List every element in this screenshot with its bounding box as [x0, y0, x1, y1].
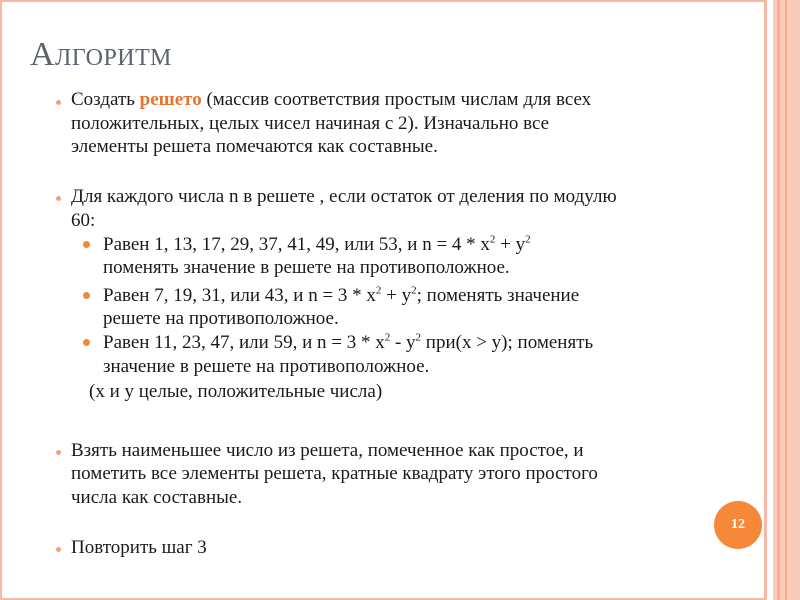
superscript: 2 — [384, 331, 391, 344]
text: (массив соответствия простым числам для всех — [201, 89, 592, 110]
bullet-3-line-1: Взять наименьшее число из решета, помеченное как простое, и — [71, 440, 584, 461]
superscript: 2 — [415, 331, 422, 344]
bullet-4-line-1: Повторить шаг 3 — [71, 537, 207, 558]
text: + y — [495, 234, 526, 255]
sub-bullet-3-line-2: значение в решете на противоположное. — [103, 356, 430, 377]
text: Равен 7, 19, 31, или 43, и n = 3 * x — [103, 285, 376, 306]
sub-bullet-1-line-1 — [103, 234, 531, 256]
bullet-1-line-2: положительных, целых чисел начиная с 2). Изначально все — [71, 113, 550, 134]
sub-bullet-icon — [83, 292, 90, 299]
decor-stripe — [764, 0, 767, 600]
text: ; поменять значение — [416, 285, 580, 306]
note: (x и y целые, положительные числа) — [89, 381, 383, 402]
bullet-icon — [56, 450, 61, 455]
bullet-icon — [56, 547, 61, 552]
bullet-2-line-2: 60: — [71, 210, 96, 231]
bullet-icon — [56, 196, 61, 201]
bullet-2-line-1: Для каждого числа n в решете , если остаток от деления по модулю — [71, 186, 617, 207]
sub-bullet-3-line-1 — [103, 332, 593, 354]
slide-border-top — [0, 0, 766, 2]
decor-stripe — [777, 0, 780, 600]
slide-title: Алгоритм — [30, 36, 172, 73]
text: - y — [390, 332, 416, 353]
bullet-1-line-3: элементы решета помечаются как составные. — [71, 136, 438, 157]
text: Равен 1, 13, 17, 29, 37, 41, 49, или 53, и n = 4 * x — [103, 234, 490, 255]
superscript: 2 — [411, 284, 417, 297]
sub-bullet-2-line-1 — [103, 285, 579, 307]
superscript: 2 — [525, 233, 531, 246]
bullet-1-line-1 — [71, 89, 591, 111]
bullet-3-line-2: пометить все элементы решета, кратные квадрату этого простого — [71, 463, 598, 484]
sub-bullet-1-line-2: поменять значение в решете на противоположное. — [103, 257, 510, 278]
text: Равен 11, 23, 47, или 59, и n = 3 * x — [103, 332, 385, 353]
sub-bullet-icon — [83, 339, 90, 346]
bullet-3-line-3: числа как составные. — [71, 487, 243, 508]
highlight-term: решето — [139, 89, 202, 110]
sub-bullet-icon — [83, 241, 90, 248]
bullet-icon — [56, 100, 61, 105]
sub-bullet-2-line-2: решете на противоположное. — [103, 308, 339, 329]
page-number-badge: 12 — [714, 501, 762, 549]
superscript: 2 — [375, 284, 382, 297]
slide-border-left — [0, 0, 2, 600]
text: Создать — [71, 89, 140, 110]
text: при(x > y); поменять — [421, 332, 594, 353]
decor-stripe — [785, 0, 787, 600]
text: + y — [381, 285, 412, 306]
superscript: 2 — [489, 233, 496, 246]
